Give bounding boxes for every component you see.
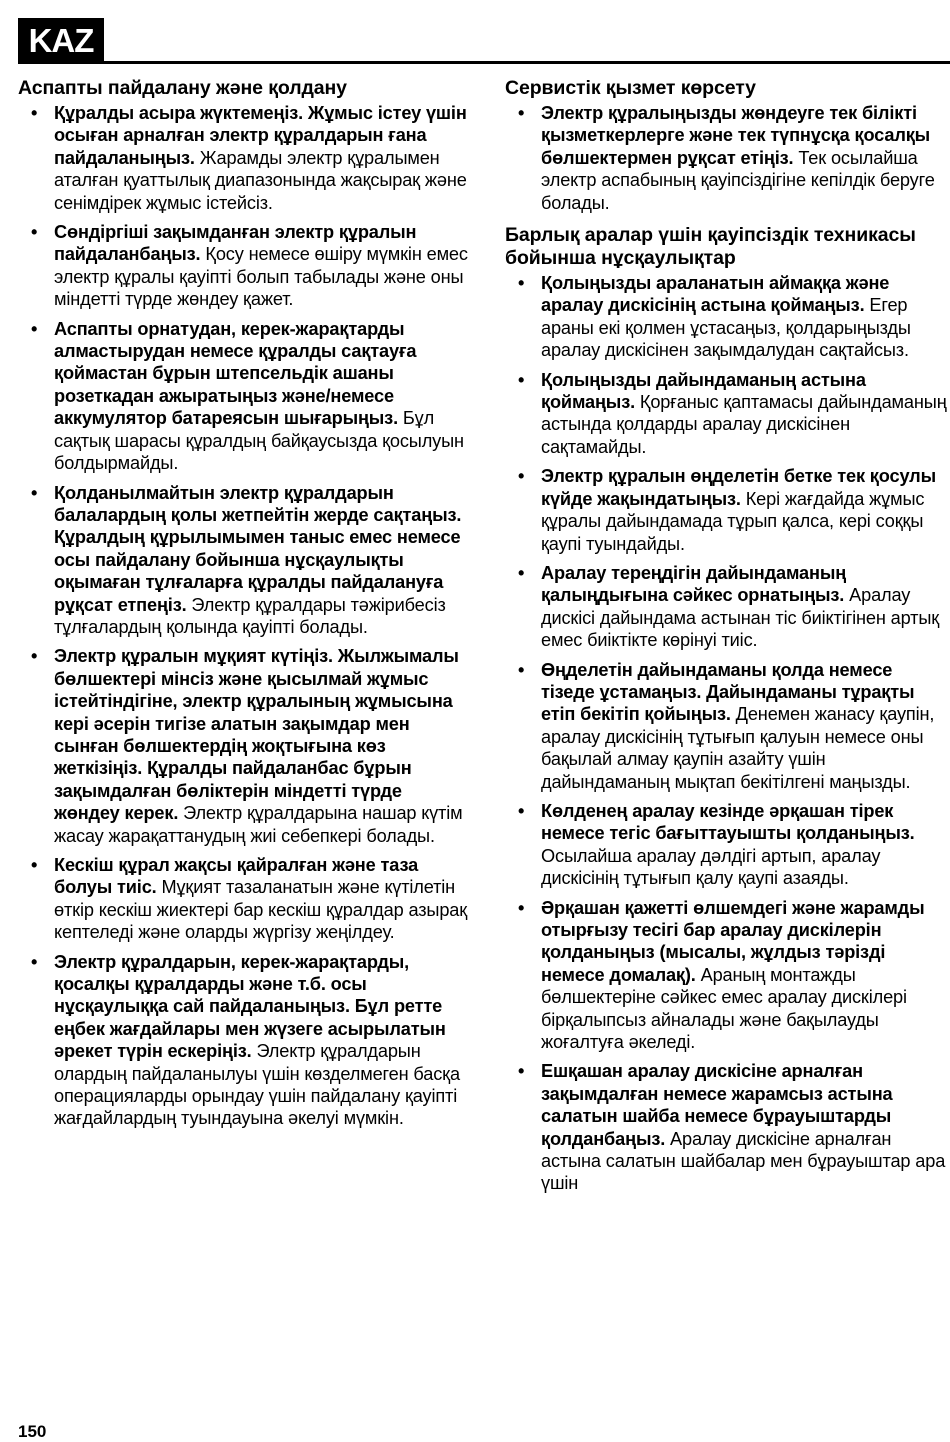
item-bold-text: Кескіш құрал жақсы қайралған және таза болуы тиіс. <box>54 855 419 898</box>
bullet-icon: • <box>518 466 525 487</box>
section-title-saw-safety: Барлық аралар үшін қауіпсіздік техникасы бойынша нұсқаулықтар <box>505 224 916 270</box>
language-tab <box>18 18 104 64</box>
item-body-text: Осылайша аралау дәлдігі артып, аралау дискісінің тұтығып қалу қаупі азаяды. <box>541 845 881 889</box>
item-body-text: Араның монтажды бөлшектеріне сәйкес емес аралау дискілері бірқалыпсыз айналады және бақылауды жоғалтуға әкеледі. <box>541 964 907 1053</box>
section-title-service: Сервистік қызмет көрсету <box>505 77 756 99</box>
item-bold-text: Аспапты орнатудан, керек-жарақтарды алмастырудан немесе құралды сақтауға қоймастан бұрын штепсельдік ашаны розеткадан ажыратыңыз және/немесе аккумулятор батареясын шығарыңыз. <box>54 318 417 429</box>
list-item <box>505 465 950 555</box>
item-body-text: Қосу немесе өшіру мүмкін емес электр құралы қауіпті болып табылады және оны міндетті түрде жөндеу қажет. <box>54 244 468 310</box>
bullet-icon: • <box>518 273 525 294</box>
list-item <box>505 1060 950 1194</box>
header-rule <box>104 61 950 64</box>
list-item <box>505 659 950 793</box>
list-item <box>505 897 950 1054</box>
item-body-text: Бұл сақтық шарасы құралдың байқаусызда қосылуын болдырмайды. <box>54 408 464 474</box>
left-column <box>18 77 468 1137</box>
item-bold-text: Көлденең аралау кезінде әрқашан тірек немесе тегіс бағыттауышты қолданыңыз. <box>541 800 915 844</box>
item-bold-text: Қолданылмайтын электр құралдарын балалардың қолы жетпейтін жерде сақтаңыз. Құралдың құрылымымен таныс емес немесе осы пайдалану бойынша нұсқаулықты оқымаған тұлғаларға құралды пайдалануға рұқсат етпеңіз. <box>54 482 462 615</box>
bullet-icon: • <box>31 646 38 667</box>
item-bold-text: Қолыңызды араланатын аймаққа және аралау дискісінің астына қоймаңыз. <box>541 273 890 316</box>
list-item <box>505 272 950 362</box>
item-body-text: Электр құралдарын олардың пайдаланылуы үшін көзделмеген басқа операцияларды орындау үшін пайдалану қауіпті жағдайлардың туындауына әкелуі мүмкін. <box>54 1041 460 1129</box>
item-body-text: Жарамды электр құралымен аталған қуаттылық диапазонында жақсырақ және сенімдірек жұмыс істейсіз. <box>54 147 467 213</box>
list-item <box>505 102 950 214</box>
bullet-icon: • <box>518 103 525 123</box>
list-item <box>18 645 468 847</box>
item-bold-text: Аралау тереңдігін дайындаманың қалыңдығына сәйкес орнатыңыз. <box>541 562 847 606</box>
item-bold-text: Электр құралдарын, керек-жарақтарды, қосалқы құралдарды және т.б. осы нұсқаулыққа сай пайдаланыңыз. Бұл ретте еңбек жағдайлары мен жүзеге асырылатын әрекет түрін ескеріңіз. <box>54 951 446 1062</box>
item-bold-text: Электр құралын мұқият күтіңіз. Жылжымалы бөлшектері мінсіз және қысылмай жұмыс істейтіндігіне, электр құралының жұмысына кері әсерін тигізе алатын зақымдар мен сынған бөлшектердің жоқтығына көз жеткізіңіз. Құралды пайдаланбас бұрын зақымдалған бөліктерін міндетті түрде жөндеу керек. <box>54 646 459 824</box>
bullet-icon: • <box>518 659 525 680</box>
item-bold-text: Сөндіргіші зақымданған электр құралын пайдаланбаңыз. <box>54 222 417 265</box>
item-bold-text: Құралды асыра жүктемеңіз. Жұмыс істеу үшін осыған арналған электр құралдарын ғана пайдаланыңыз. <box>54 103 467 168</box>
bullet-icon: • <box>31 855 38 875</box>
item-body-text: Электр құралдары тәжірибесіз тұлғалардың қолында қауіпті болады. <box>54 594 446 637</box>
list-item <box>18 318 468 475</box>
list-item <box>18 102 468 214</box>
section-title-tool-use: Аспапты пайдалану және қолдану <box>18 77 347 99</box>
item-body-text: Кері жағдайда жұмыс құралы дайындамада тұрып қалса, кері соққы қаупі туындайды. <box>541 488 925 554</box>
item-body-text: Тек осылайша электр аспабының қауіпсіздігіне кепілдік беруге болады. <box>541 147 935 213</box>
list-item <box>505 562 950 652</box>
saw-safety-list <box>505 272 950 1195</box>
list-item <box>18 221 468 311</box>
item-bold-text: Ешқашан аралау дискісіне арналған зақымдалған немесе жарамсыз астына салатын шайба немесе бұрауыштарды қолданбаңыз. <box>541 1061 893 1149</box>
item-bold-text: Электр құралыңызды жөндеуге тек білікті қызметкерлерге және тек түпнұсқа қосалқы бөлшектермен рұқсат етіңіз. <box>541 103 931 168</box>
list-item <box>18 951 468 1130</box>
bullet-icon: • <box>518 1061 525 1082</box>
bullet-icon: • <box>518 800 525 821</box>
list-item <box>18 854 468 944</box>
item-bold-text: Электр құралын өңделетін бетке тек қосулы күйде жақындатыңыз. <box>541 466 936 509</box>
list-item <box>18 482 468 639</box>
bullet-icon: • <box>518 897 525 918</box>
language-code: KAZ <box>28 22 94 59</box>
item-body-text: Аралау дискісі дайындама астынан тіс биіктігінен артық емес биіктікте көрінуі тиіс. <box>541 585 940 651</box>
list-item <box>505 800 950 890</box>
right-column <box>505 77 950 1202</box>
bullet-icon: • <box>31 951 38 972</box>
service-list <box>505 102 950 214</box>
item-body-text: Аралау дискісіне арналған астына салатын шайбалар мен бұрауыштар ара үшін <box>541 1128 946 1194</box>
item-body-text: Мұқият тазаланатын және күтілетін өткір кескіш жиектері бар кескіш құралдар азырақ кептеледі және оларды жүргізу жеңілдеу. <box>54 877 468 943</box>
bullet-icon: • <box>518 369 525 390</box>
bullet-icon: • <box>31 482 38 503</box>
item-body-text: Қорғаныс қаптамасы дайындаманың астында қолдарды аралау дискісінен сақтамайды. <box>541 392 947 457</box>
item-body-text: Электр құралдарына нашар күтім жасау жарақаттанудың жиі себепкері болады. <box>54 803 463 846</box>
item-bold-text: Әрқашан қажетті өлшемдегі және жарамды отырғызу тесігі бар аралау дискілерін қолданыңыз (мысалы, жұлдыз тәрізді немесе домалақ). <box>541 897 925 985</box>
bullet-icon: • <box>31 318 38 339</box>
tool-use-list <box>18 102 468 1130</box>
list-item <box>505 369 950 459</box>
page-number: 150 <box>18 1422 47 1441</box>
item-bold-text: Қолыңызды дайындаманың астына қоймаңыз. <box>541 369 866 413</box>
item-body-text: Денемен жанасу қаупін, аралау дискісінің тұтығып қалуын немесе оны бақылай алмау қаупін азайту үшін дайындаманың мықтап бекітілгені маңызды. <box>541 704 935 792</box>
item-bold-text: Өңделетін дайындаманы қолда немесе тізеде ұстамаңыз. Дайындаманы тұрақты етіп бекітіп қойыңыз. <box>541 659 915 725</box>
item-body-text: Егер араны екі қолмен ұстасаңыз, қолдарыңызды аралау дискісінен зақымдалудан сақтайсыз. <box>541 295 911 361</box>
bullet-icon: • <box>518 562 525 583</box>
bullet-icon: • <box>31 103 38 123</box>
bullet-icon: • <box>31 222 38 243</box>
